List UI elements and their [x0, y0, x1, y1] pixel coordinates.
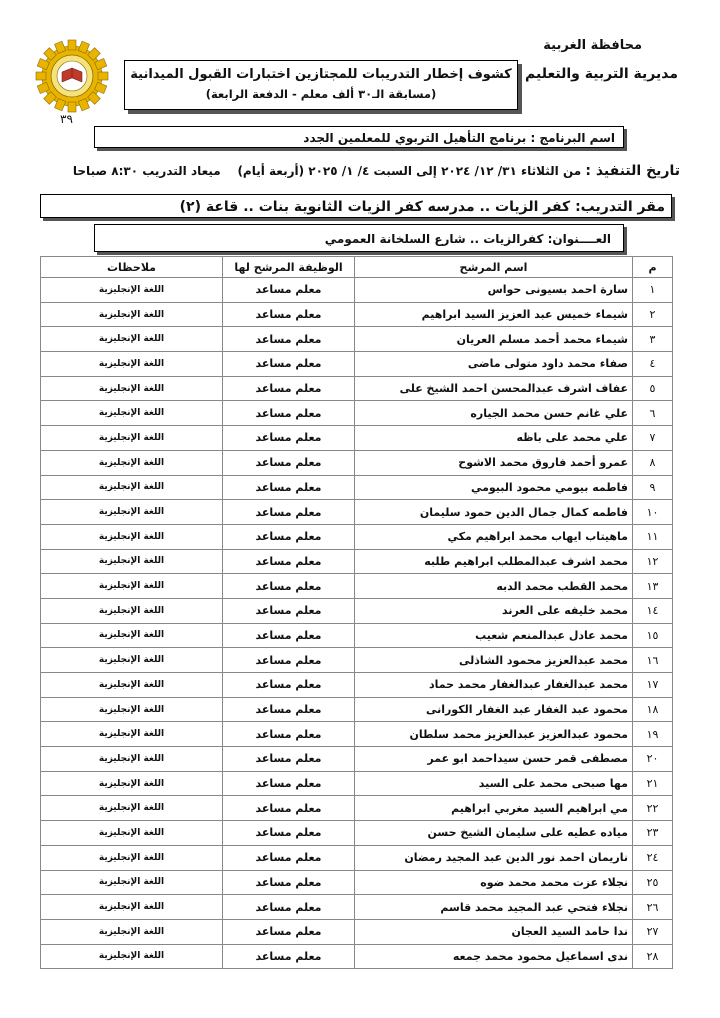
cell-num: ٦: [633, 401, 673, 426]
table-row: [41, 648, 673, 673]
cell-job: معلم مساعد: [223, 895, 355, 920]
cell-notes: اللغة الإنجليزية: [41, 722, 223, 747]
cell-num: ٢٢: [633, 796, 673, 821]
cell-job: معلم مساعد: [223, 500, 355, 525]
dates-value: من الثلاثاء ٣١/ ١٢/ ٢٠٢٤ إلى السبت ٤/ ١/ ٢٠٢٥ (أربعة أيام): [237, 164, 582, 178]
cell-notes: اللغة الإنجليزية: [41, 895, 223, 920]
table-row: [41, 821, 673, 846]
cell-num: ٤: [633, 352, 673, 377]
cell-job: معلم مساعد: [223, 771, 355, 796]
cell-name: محمد اشرف عبدالمطلب ابراهيم طلبه: [355, 549, 633, 574]
address-box: [94, 224, 624, 252]
cell-notes: اللغة الإنجليزية: [41, 870, 223, 895]
cell-num: ٨: [633, 450, 673, 475]
table-row: [41, 426, 673, 451]
cell-num: ٢٧: [633, 919, 673, 944]
cell-notes: اللغة الإنجليزية: [41, 919, 223, 944]
table-row: [41, 302, 673, 327]
dates-line: [73, 163, 680, 179]
cell-num: ٢١: [633, 771, 673, 796]
cell-num: ١٢: [633, 549, 673, 574]
cell-notes: اللغة الإنجليزية: [41, 796, 223, 821]
cell-job: معلم مساعد: [223, 648, 355, 673]
cell-notes: اللغة الإنجليزية: [41, 376, 223, 401]
cell-num: ١١: [633, 524, 673, 549]
cell-notes: اللغة الإنجليزية: [41, 524, 223, 549]
table-row: [41, 500, 673, 525]
cell-name: فاطمه كمال جمال الدين حمود سليمان: [355, 500, 633, 525]
cell-notes: اللغة الإنجليزية: [41, 598, 223, 623]
document-title: كشوف إخطار التدريبات للمجتازين اختبارات القبول الميدانية: [130, 67, 512, 82]
table-row: [41, 401, 673, 426]
cell-job: معلم مساعد: [223, 376, 355, 401]
cell-num: ٧: [633, 426, 673, 451]
cell-num: ١٦: [633, 648, 673, 673]
cell-name: مصطفى قمر حسن سيداحمد ابو عمر: [355, 747, 633, 772]
address-value: كفرالزيات .. شارع السلخانة العمومي: [324, 232, 544, 246]
cell-name: شيماء محمد أحمد مسلم العريان: [355, 327, 633, 352]
cell-notes: اللغة الإنجليزية: [41, 426, 223, 451]
directorate-label: مديرية التربية والتعليم: [525, 66, 678, 82]
table-row: [41, 771, 673, 796]
table-row: [41, 598, 673, 623]
cell-notes: اللغة الإنجليزية: [41, 747, 223, 772]
cell-num: ١٨: [633, 697, 673, 722]
cell-num: ٢٦: [633, 895, 673, 920]
table-row: [41, 697, 673, 722]
cell-notes: اللغة الإنجليزية: [41, 500, 223, 525]
cell-job: معلم مساعد: [223, 821, 355, 846]
training-time: ميعاد التدريب ٨:٣٠ صباحا: [72, 164, 221, 178]
document-title-box: [124, 60, 518, 110]
table-row: [41, 549, 673, 574]
cell-name: محمد عادل عبدالمنعم شعيب: [355, 623, 633, 648]
dates-label: تاريخ التنفيذ :: [585, 163, 680, 179]
cell-name: علي غانم حسن محمد الجياره: [355, 401, 633, 426]
cell-name: محمد عبدالعزيز محمود الشاذلى: [355, 648, 633, 673]
table-row: [41, 944, 673, 969]
cell-num: ٢٤: [633, 845, 673, 870]
venue-label: مقر التدريب:: [575, 199, 665, 215]
cell-job: معلم مساعد: [223, 352, 355, 377]
page-number: ٣٩: [60, 112, 73, 126]
header-notes: ملاحظات: [41, 257, 223, 278]
cell-job: معلم مساعد: [223, 302, 355, 327]
cell-name: نجلاء فتحي عبد المجيد محمد قاسم: [355, 895, 633, 920]
table-row: [41, 845, 673, 870]
table-row: [41, 673, 673, 698]
table-row: [41, 747, 673, 772]
header-job: الوظيفة المرشح لها: [223, 257, 355, 278]
table-row: [41, 722, 673, 747]
cell-notes: اللغة الإنجليزية: [41, 574, 223, 599]
program-box: [94, 126, 624, 148]
cell-job: معلم مساعد: [223, 870, 355, 895]
ministry-gear-seal-icon: [34, 38, 110, 114]
cell-job: معلم مساعد: [223, 722, 355, 747]
program-label: اسم البرنامج :: [530, 131, 615, 145]
cell-name: محمود عبد الغفار عبد الغفار الكورانى: [355, 697, 633, 722]
cell-notes: اللغة الإنجليزية: [41, 475, 223, 500]
cell-notes: اللغة الإنجليزية: [41, 821, 223, 846]
venue-value: كفر الزيات .. مدرسه كفر الزيات الثانوية بنات .. قاعة (٢): [179, 199, 571, 215]
table-row: [41, 376, 673, 401]
venue-box: [40, 194, 672, 218]
cell-name: ناريمان احمد نور الدين عبد المجيد رمضان: [355, 845, 633, 870]
cell-notes: اللغة الإنجليزية: [41, 944, 223, 969]
cell-num: ٢٣: [633, 821, 673, 846]
cell-job: معلم مساعد: [223, 598, 355, 623]
cell-job: معلم مساعد: [223, 697, 355, 722]
cell-name: مي ابراهيم السيد مغربي ابراهيم: [355, 796, 633, 821]
table-row: [41, 475, 673, 500]
table-row: [41, 450, 673, 475]
table-row: [41, 524, 673, 549]
cell-notes: اللغة الإنجليزية: [41, 401, 223, 426]
cell-num: ١٣: [633, 574, 673, 599]
cell-notes: اللغة الإنجليزية: [41, 845, 223, 870]
cell-name: سارة احمد بسيونى حواس: [355, 278, 633, 303]
cell-name: علي محمد على باظه: [355, 426, 633, 451]
cell-notes: اللغة الإنجليزية: [41, 278, 223, 303]
table-row: [41, 870, 673, 895]
cell-notes: اللغة الإنجليزية: [41, 648, 223, 673]
cell-job: معلم مساعد: [223, 747, 355, 772]
cell-num: ٢٨: [633, 944, 673, 969]
cell-name: شيماء خميس عبد العزيز السيد ابراهيم: [355, 302, 633, 327]
cell-job: معلم مساعد: [223, 475, 355, 500]
cell-num: ١٤: [633, 598, 673, 623]
governorate-label: محافظة الغربية: [543, 38, 642, 53]
cell-num: ١٥: [633, 623, 673, 648]
cell-job: معلم مساعد: [223, 944, 355, 969]
cell-name: محمد عبدالغفار عبدالغفار محمد حماد: [355, 673, 633, 698]
cell-name: فاطمه بيومي محمود البيومي: [355, 475, 633, 500]
cell-notes: اللغة الإنجليزية: [41, 450, 223, 475]
cell-name: نجلاء عزت محمد محمد ضوه: [355, 870, 633, 895]
table-row: [41, 574, 673, 599]
cell-job: معلم مساعد: [223, 796, 355, 821]
cell-num: ٢٥: [633, 870, 673, 895]
cell-job: معلم مساعد: [223, 574, 355, 599]
cell-name: عمرو أحمد فاروق محمد الاشوح: [355, 450, 633, 475]
cell-notes: اللغة الإنجليزية: [41, 771, 223, 796]
table-row: [41, 919, 673, 944]
cell-job: معلم مساعد: [223, 401, 355, 426]
header-num: م: [633, 257, 673, 278]
cell-notes: اللغة الإنجليزية: [41, 327, 223, 352]
table-header-row: [41, 257, 673, 278]
cell-name: مياده عطيه على سليمان الشيخ حسن: [355, 821, 633, 846]
header-name: اسم المرشح: [355, 257, 633, 278]
cell-notes: اللغة الإنجليزية: [41, 623, 223, 648]
document-subtitle: (مسابقة الـ٣٠ ألف معلم - الدفعة الرابعة): [205, 87, 437, 101]
candidates-table: [40, 256, 673, 969]
cell-num: ٢٠: [633, 747, 673, 772]
cell-num: ١٠: [633, 500, 673, 525]
cell-num: ٢: [633, 302, 673, 327]
cell-name: مها صبحى محمد على السيد: [355, 771, 633, 796]
table-row: [41, 352, 673, 377]
cell-notes: اللغة الإنجليزية: [41, 302, 223, 327]
cell-notes: اللغة الإنجليزية: [41, 352, 223, 377]
cell-notes: اللغة الإنجليزية: [41, 549, 223, 574]
cell-num: ١٧: [633, 673, 673, 698]
cell-notes: اللغة الإنجليزية: [41, 673, 223, 698]
table-row: [41, 796, 673, 821]
cell-name: ماهيتاب ايهاب محمد ابراهيم مكي: [355, 524, 633, 549]
cell-num: ٩: [633, 475, 673, 500]
cell-name: محمد القطب محمد الدبه: [355, 574, 633, 599]
cell-job: معلم مساعد: [223, 623, 355, 648]
cell-job: معلم مساعد: [223, 524, 355, 549]
cell-name: ندا حامد السيد العجان: [355, 919, 633, 944]
address-label: العــــنوان:: [547, 232, 611, 246]
table-row: [41, 327, 673, 352]
cell-job: معلم مساعد: [223, 426, 355, 451]
cell-name: محمود عبدالعزيز عبدالعزيز محمد سلطان: [355, 722, 633, 747]
cell-job: معلم مساعد: [223, 278, 355, 303]
cell-job: معلم مساعد: [223, 845, 355, 870]
cell-num: ١: [633, 278, 673, 303]
cell-job: معلم مساعد: [223, 549, 355, 574]
cell-job: معلم مساعد: [223, 673, 355, 698]
table-row: [41, 278, 673, 303]
cell-name: عفاف اشرف عبدالمحسن احمد الشيخ على: [355, 376, 633, 401]
table-row: [41, 895, 673, 920]
cell-name: محمد خليفه على العرند: [355, 598, 633, 623]
cell-num: ٣: [633, 327, 673, 352]
cell-notes: اللغة الإنجليزية: [41, 697, 223, 722]
cell-job: معلم مساعد: [223, 450, 355, 475]
cell-num: ١٩: [633, 722, 673, 747]
program-value: برنامج التأهيل التربوي للمعلمين الجدد: [303, 131, 527, 145]
table-row: [41, 623, 673, 648]
cell-job: معلم مساعد: [223, 327, 355, 352]
cell-name: ندى اسماعيل محمود محمد جمعه: [355, 944, 633, 969]
cell-num: ٥: [633, 376, 673, 401]
cell-name: صفاء محمد داود متولى ماضى: [355, 352, 633, 377]
cell-job: معلم مساعد: [223, 919, 355, 944]
